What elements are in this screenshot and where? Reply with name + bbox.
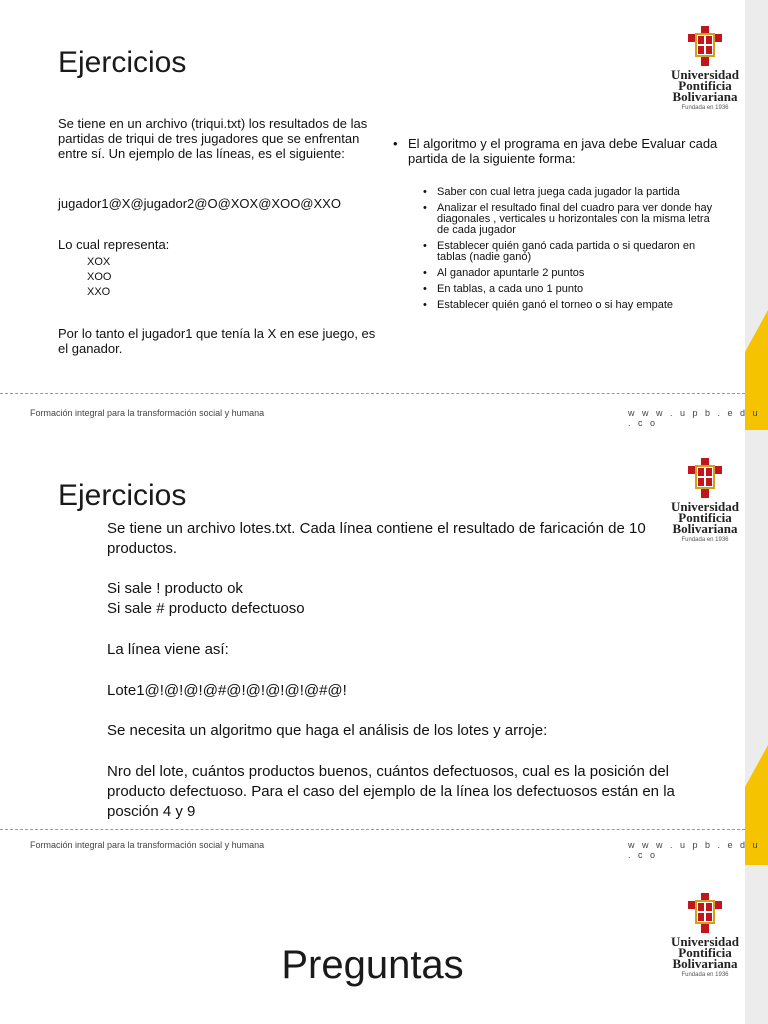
footer-slogan: Formación integral para la transformación social y humana <box>30 840 265 850</box>
logo-founded: Fundada en 1936 <box>681 537 729 543</box>
logo-line-3: Bolivariana <box>672 89 738 104</box>
logo-line-2: Pontificia <box>678 510 732 525</box>
footer-slogan: Formación integral para la transformación social y humana <box>30 408 265 418</box>
slide-2-title: Ejercicios <box>58 479 187 512</box>
example-line: jugador1@X@jugador2@O@XOX@XOO@XXO <box>58 196 341 211</box>
intro-text: Se tiene en un archivo (triqui.txt) los resultados de las partidas de triqui de tres jugadores que se enfrentan entre sí. Un ejemplo de las líneas, es el siguiente: <box>58 116 368 161</box>
list-item: • Al ganador apuntarle 2 puntos <box>423 268 713 279</box>
logo-line-3: Bolivariana <box>672 956 738 971</box>
grid-row-1: XOX <box>87 256 111 268</box>
line-example: Lote1@!@!@!@#@!@!@!@!@#@! <box>107 682 347 699</box>
list-item: • Establecer quién ganó cada partida o si quedaron en tablas (nadie ganó) <box>423 241 713 263</box>
logo-line-1: Universidad <box>671 67 739 82</box>
conclusion-text: Por lo tanto el jugador1 que tenía la X en ese juego, es el ganador. <box>58 326 376 356</box>
right-side-bar <box>745 0 768 1024</box>
slide-3-title: Preguntas <box>281 943 464 987</box>
rule-defect: Si sale # producto defectuoso <box>107 600 305 617</box>
footer-website: w w w . u p b . e d u . c o <box>628 408 761 428</box>
university-logo <box>665 26 745 111</box>
problem-intro: Se tiene un archivo lotes.txt. Cada línea contiene el resultado de faricación de 10 productos. <box>107 520 646 557</box>
crest-icon <box>688 893 722 933</box>
footer-divider <box>0 829 745 830</box>
output-description: Nro del lote, cuántos productos buenos, cuántos defectuosos, cual es la posición del producto defectuoso. Para el caso del ejemplo de la línea los defectuosos están en la posción 4 y 9 <box>107 763 675 820</box>
university-logo <box>665 458 745 543</box>
slide-1-title: Ejercicios <box>58 46 187 79</box>
logo-line-1: Universidad <box>671 499 739 514</box>
crest-icon <box>688 458 722 498</box>
list-item: • Analizar el resultado final del cuadro para ver donde hay diagonales , verticales u horizontales con la misma letra de cada jugador <box>423 203 713 236</box>
rule-ok: Si sale ! producto ok <box>107 580 243 597</box>
list-item: • Establecer quién ganó el torneo o si hay empate <box>423 300 713 311</box>
footer-website: w w w . u p b . e d u . c o <box>628 840 761 860</box>
logo-line-2: Pontificia <box>678 78 732 93</box>
logo-line-2: Pontificia <box>678 945 732 960</box>
list-item: • En tablas, a cada uno 1 punto <box>423 284 713 295</box>
logo-founded: Fundada en 1936 <box>681 972 729 978</box>
logo-line-1: Universidad <box>671 934 739 949</box>
list-item: • Saber con cual letra juega cada jugador la partida <box>423 187 713 198</box>
sub-bullet-list <box>423 187 713 316</box>
grid-row-2: XOO <box>87 271 112 283</box>
logo-founded: Fundada en 1936 <box>681 105 729 111</box>
line-format-label: La línea viene así: <box>107 641 229 658</box>
represents-label: Lo cual representa: <box>58 237 170 252</box>
logo-line-3: Bolivariana <box>672 521 738 536</box>
requirement-text: Se necesita un algoritmo que haga el análisis de los lotes y arroje: <box>107 722 548 739</box>
main-bullet: • El algoritmo y el programa en java debe Evaluar cada partida de la siguiente forma: <box>393 136 728 166</box>
footer-divider <box>0 393 745 394</box>
grid-row-3: XXO <box>87 286 111 298</box>
crest-icon <box>688 26 722 66</box>
